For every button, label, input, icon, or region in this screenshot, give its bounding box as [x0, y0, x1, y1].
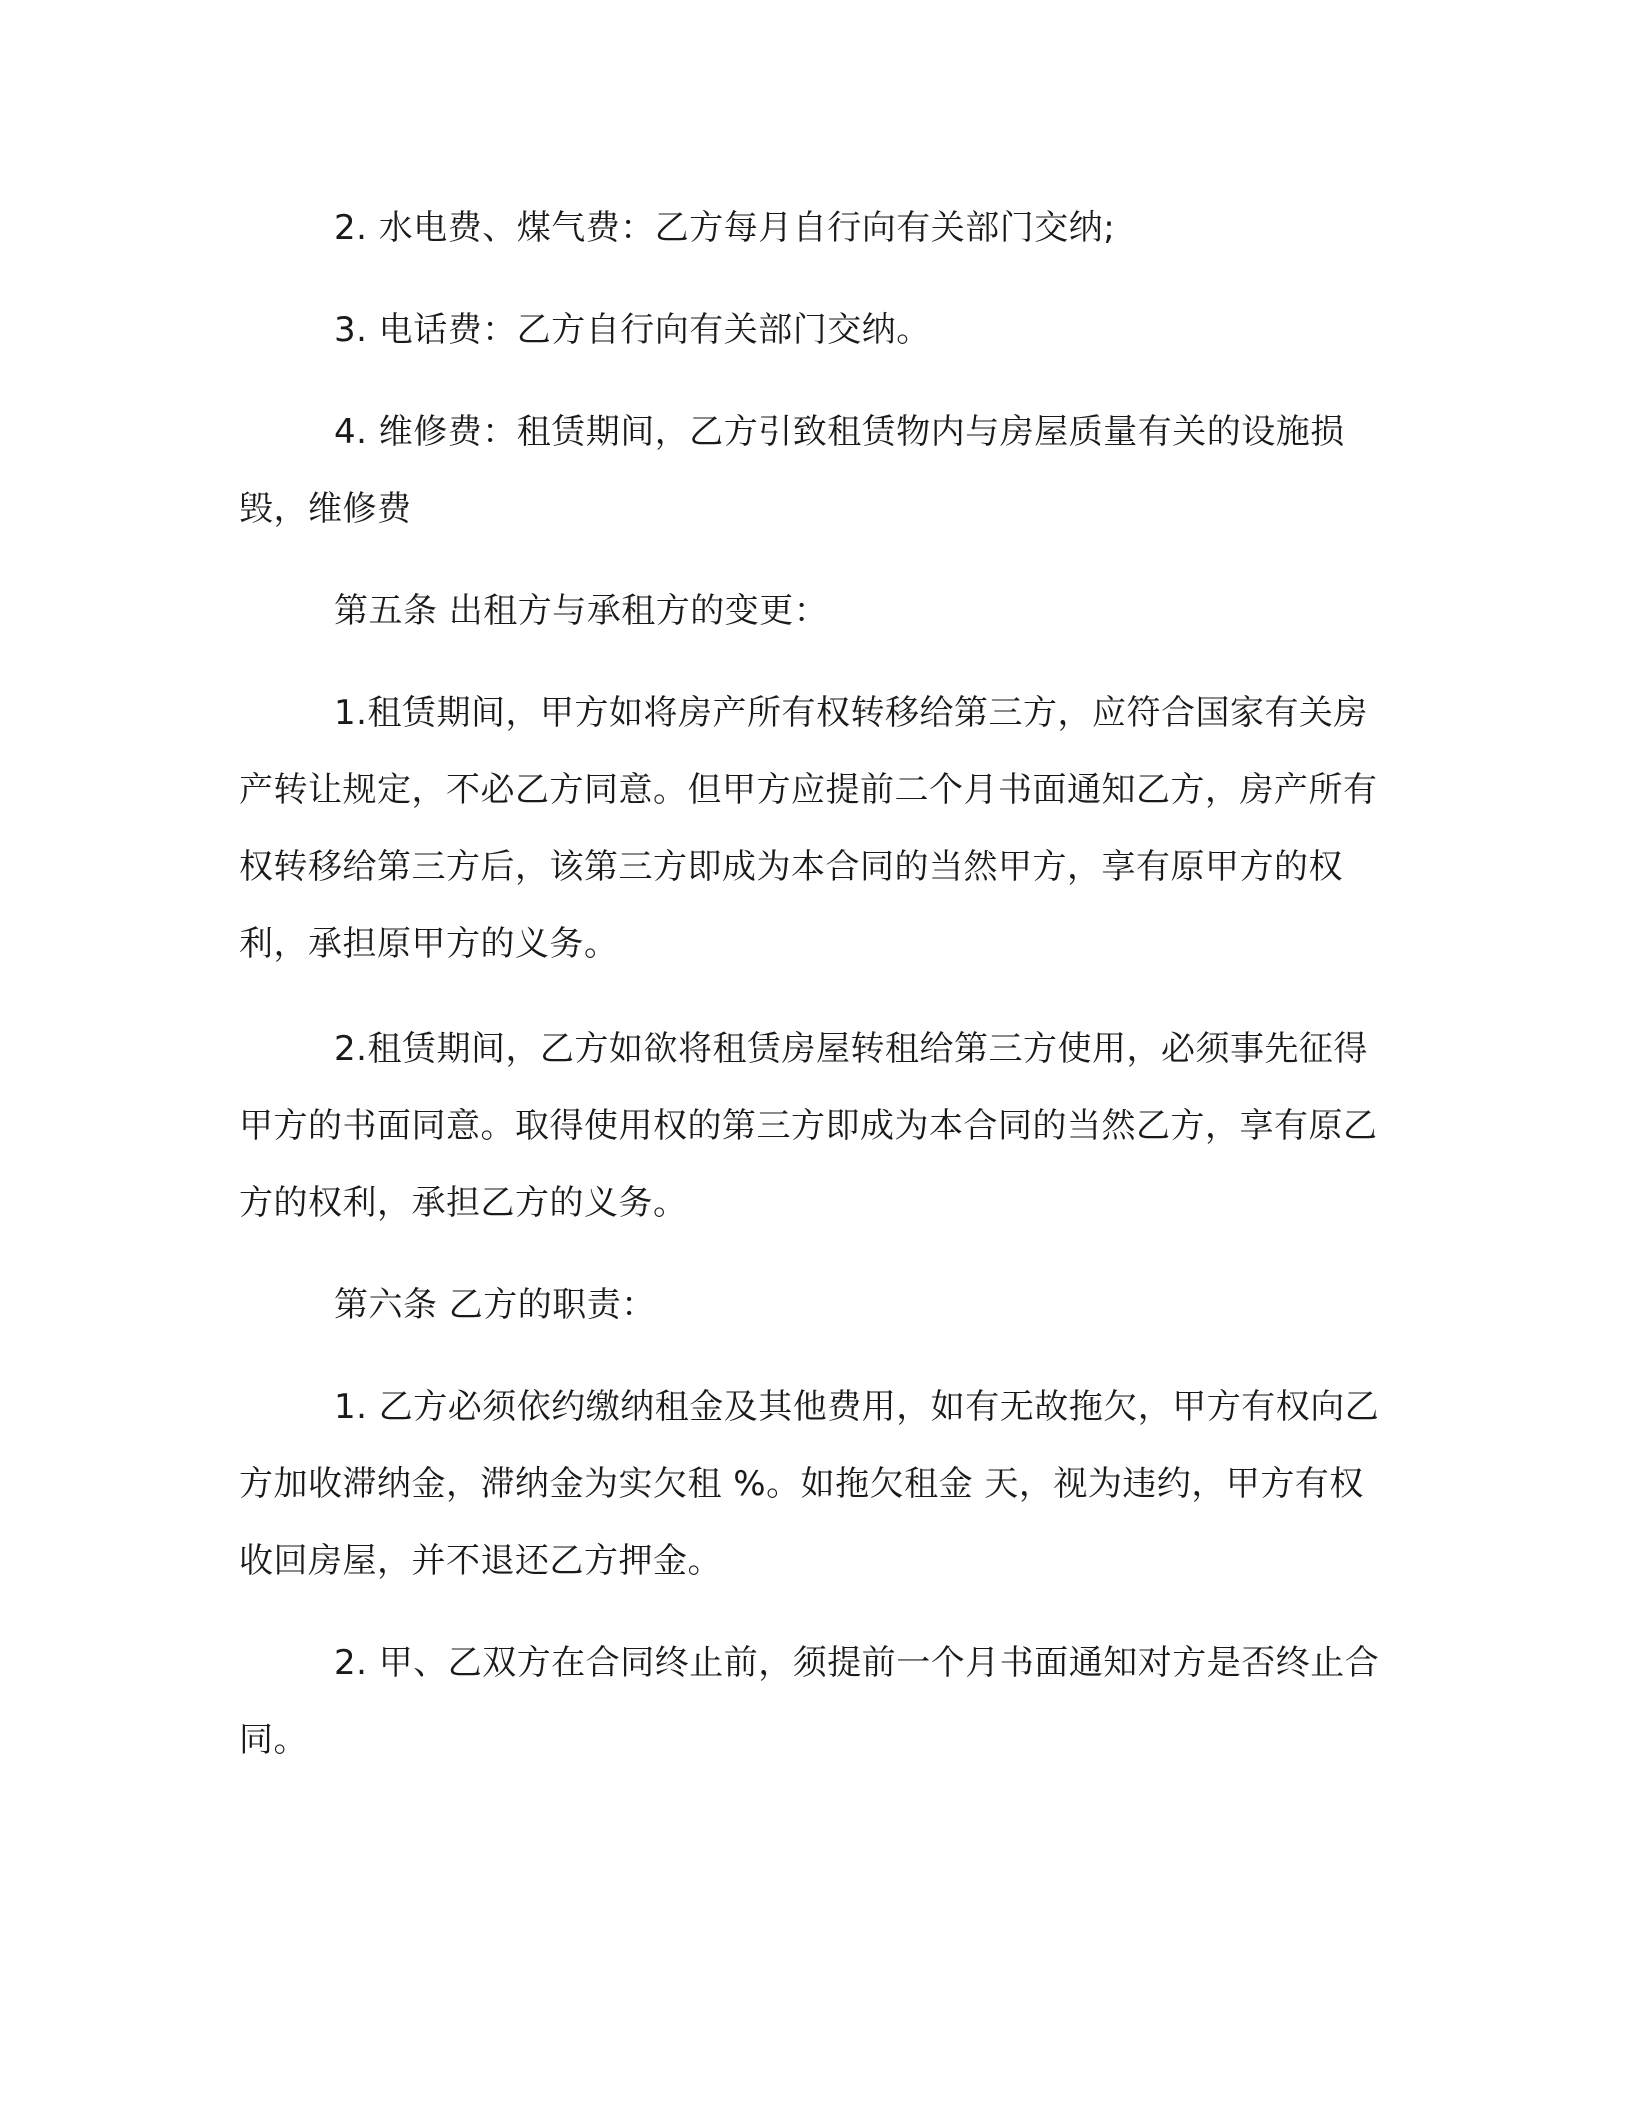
paragraph-maintenance-fees: 4. 维修费：租赁期间，乙方引致租赁物内与房屋质量有关的设施损毁，维修费	[239, 412, 1345, 529]
paragraph-sublease: 2.租赁期间，乙方如欲将租赁房屋转租给第三方使用，必须事先征得甲方的书面同意。取得使用权的第三方即成为本合同的当然乙方，享有原乙方的权利，承担乙方的义务。	[239, 1029, 1378, 1223]
paragraph-spacer	[239, 1600, 1384, 1625]
paragraph-spacer	[239, 548, 1384, 573]
document-body	[239, 190, 1384, 1779]
paragraph-spacer	[239, 1242, 1384, 1267]
paragraph-spacer	[239, 369, 1384, 394]
paragraph-spacer	[239, 267, 1384, 292]
paragraph-spacer	[239, 650, 1384, 675]
paragraph-termination-notice: 2. 甲、乙双方在合同终止前，须提前一个月书面通知对方是否终止合同。	[239, 1643, 1380, 1760]
section-heading-article-5: 第五条 出租方与承租方的变更：	[334, 591, 829, 631]
paragraph-rent-payment: 1. 乙方必须依约缴纳租金及其他费用，如有无故拖欠，甲方有权向乙方加收滞纳金，滞纳金为实欠租 %。如拖欠租金 天，视为违约，甲方有权收回房屋，并不退还乙方押金。	[239, 1387, 1380, 1581]
paragraph-utility-fees: 2. 水电费、煤气费：乙方每月自行向有关部门交纳;	[334, 208, 1116, 248]
paragraph-phone-fees: 3. 电话费：乙方自行向有关部门交纳。	[334, 310, 931, 350]
paragraph-lessor-change: 1.租赁期间，甲方如将房产所有权转移给第三方，应符合国家有关房产转让规定，不必乙方同意。但甲方应提前二个月书面通知乙方，房产所有权转移给第三方后，该第三方即成为本合同的当然甲方，享有原甲方的权利，承担原甲方的义务。	[239, 693, 1378, 964]
paragraph-spacer	[239, 983, 1384, 1011]
paragraph-spacer	[239, 1344, 1384, 1369]
section-heading-article-6: 第六条 乙方的职责：	[334, 1285, 656, 1325]
